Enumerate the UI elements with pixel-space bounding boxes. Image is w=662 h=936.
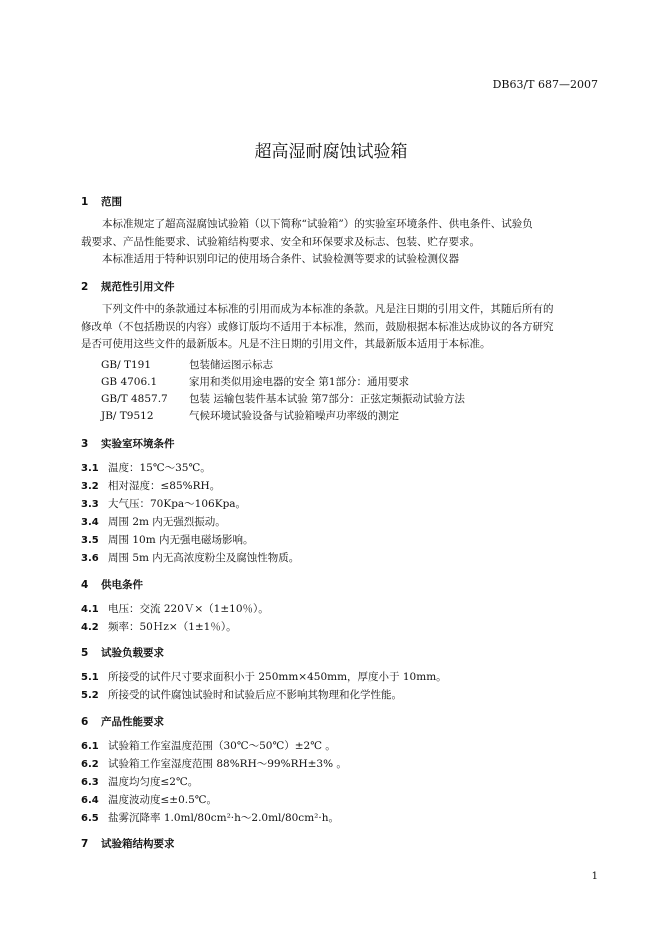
clause-number: 3.3 — [81, 499, 99, 510]
clause-item — [81, 669, 447, 684]
section-number: 6 — [81, 716, 89, 728]
section-number: 3 — [81, 438, 89, 450]
reference-code: GB/T 4857.7 — [101, 393, 168, 405]
section-heading-3 — [81, 436, 175, 451]
paragraph-line: 修改单（不包括勘误的内容）或修订版均不适用于本标准，然而，鼓励根据本标准达成协议的各方研究 — [81, 320, 554, 333]
clause-item — [81, 496, 246, 511]
clause-text: 周围 5m 内无高浓度粉尘及腐蚀性物质。 — [108, 552, 300, 564]
clause-number: 6.5 — [81, 813, 99, 824]
clause-text: 温度均匀度≤2℃。 — [108, 776, 199, 788]
clause-text: 试验箱工作室温度范围（30℃～50℃）±2℃ 。 — [108, 740, 336, 752]
section-title: 范围 — [101, 196, 122, 208]
reference-name: 气候环境试验设备与试验箱噪声功率级的测定 — [189, 410, 399, 422]
section-heading-1 — [81, 194, 122, 209]
clause-text: 试验箱工作室湿度范围 88%RH～99%RH±3% 。 — [108, 758, 347, 770]
reference-code: GB/ T191 — [101, 359, 152, 371]
reference-item — [101, 374, 409, 389]
scope-paragraph-2 — [81, 251, 603, 269]
clause-text: 温度波动度≤±0.5℃。 — [108, 794, 218, 806]
clause-number: 3.1 — [81, 463, 99, 474]
clause-text: 电压：交流 220Ｖ×（1±10％）。 — [108, 603, 269, 615]
clause-item — [81, 756, 347, 771]
clause-item — [81, 738, 336, 753]
reference-item — [101, 357, 273, 372]
clause-number: 6.2 — [81, 759, 99, 770]
paragraph-line: 本标准规定了超高湿腐蚀试验箱（以下简称“试验箱”）的实验室环境条件、供电条件、试验负 — [102, 218, 533, 230]
clause-text: 周围 2m 内无强烈振动。 — [108, 516, 226, 528]
clause-number: 3.5 — [81, 535, 99, 546]
reference-name: 家用和类似用途电器的安全 第1部分：通用要求 — [189, 376, 410, 388]
reference-name: 包装 运输包装件基本试验 第7部分：正弦定频振动试验方法 — [189, 393, 465, 405]
reference-code: GB 4706.1 — [101, 376, 158, 388]
normative-paragraph — [81, 301, 603, 354]
reference-item — [101, 408, 399, 423]
clause-number: 3.4 — [81, 517, 99, 528]
section-number: 1 — [81, 196, 89, 208]
clause-number: 3.6 — [81, 553, 99, 564]
reference-code: JB/ T9512 — [101, 410, 154, 422]
paragraph-line: 下列文件中的条款通过本标准的引用而成为本标准的条款。凡是注日期的引用文件，其随后所有的 — [102, 303, 554, 315]
section-title: 规范性引用文件 — [101, 281, 175, 293]
section-heading-2 — [81, 279, 175, 294]
clause-text: 频率：50Ｈz×（1±1％）。 — [108, 621, 237, 633]
clause-number: 6.1 — [81, 741, 99, 752]
clause-text: 相对湿度：≤85%RH。 — [108, 480, 221, 492]
reference-item — [101, 391, 465, 406]
clause-number: 6.4 — [81, 795, 99, 806]
scope-paragraph-1 — [81, 216, 603, 251]
clause-item — [81, 550, 299, 565]
clause-text: 温度：15℃～35℃。 — [108, 462, 211, 474]
paragraph-line: 本标准适用于特种识别印记的使用场合条件、试验检测等要求的试验检测仪器 — [102, 253, 459, 265]
clause-number: 4.2 — [81, 622, 99, 633]
clause-item — [81, 792, 217, 807]
clause-item — [81, 774, 198, 789]
clause-item — [81, 810, 339, 825]
clause-text: 所接受的试件腐蚀试验时和试验后应不影响其物理和化学性能。 — [108, 689, 402, 701]
section-title: 试验箱结构要求 — [101, 838, 175, 850]
document-title: 超高湿耐腐蚀试验箱 — [254, 142, 408, 162]
clause-item — [81, 532, 254, 547]
section-heading-6 — [81, 714, 164, 729]
clause-item — [81, 514, 226, 529]
reference-name: 包装储运图示标志 — [189, 359, 273, 371]
paragraph-line: 载要求、产品性能要求、试验箱结构要求、安全和环保要求及标志、包装、贮存要求。 — [81, 235, 480, 248]
clause-item — [81, 601, 269, 616]
clause-item — [81, 478, 220, 493]
section-number: 2 — [81, 281, 89, 293]
clause-number: 3.2 — [81, 481, 99, 492]
clause-text: 大气压：70Kpa～106Kpa。 — [108, 498, 247, 510]
section-title: 产品性能要求 — [101, 716, 164, 728]
clause-text: 所接受的试件尺寸要求面积小于 250mm×450mm，厚度小于 10mm。 — [108, 671, 447, 683]
section-title: 供电条件 — [101, 579, 143, 591]
clause-number: 4.1 — [81, 604, 99, 615]
section-number: 7 — [81, 838, 89, 850]
section-heading-7 — [81, 836, 175, 851]
clause-item — [81, 619, 237, 634]
document-number: DB63/T 687—2007 — [492, 78, 598, 91]
section-heading-5 — [81, 645, 164, 660]
clause-number: 5.2 — [81, 690, 99, 701]
section-title: 试验负载要求 — [101, 647, 164, 659]
page-number: 1 — [591, 871, 598, 882]
section-number: 4 — [81, 579, 89, 591]
clause-text: 盐雾沉降率 1.0ml/80cm²·h～2.0ml/80cm²·h。 — [108, 812, 339, 824]
section-number: 5 — [81, 647, 89, 659]
section-heading-4 — [81, 577, 143, 592]
clause-text: 周围 10m 内无强电磁场影响。 — [108, 534, 254, 546]
section-title: 实验室环境条件 — [101, 438, 175, 450]
clause-number: 5.1 — [81, 672, 99, 683]
clause-item — [81, 460, 211, 475]
clause-number: 6.3 — [81, 777, 99, 788]
clause-item — [81, 687, 402, 702]
paragraph-line: 是否可使用这些文件的最新版本。凡是不注日期的引用文件，其最新版本适用于本标准。 — [81, 338, 491, 350]
